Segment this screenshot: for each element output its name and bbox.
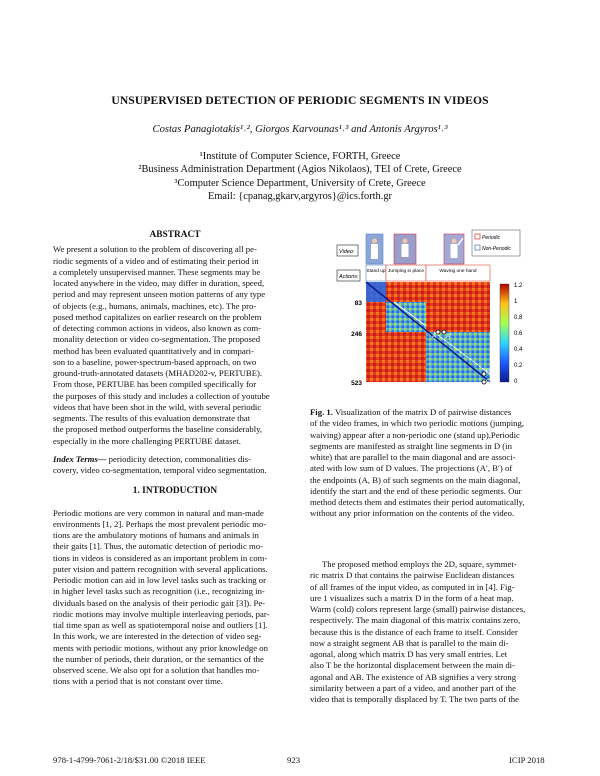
abstract-line: especially in the more challenging PERTUBE dataset. bbox=[53, 435, 241, 446]
intro-line: ments with periodic motions, without any prior knowledge on bbox=[53, 642, 268, 653]
caption-line: white) that are parallel to the main diagonal and are associ- bbox=[310, 452, 516, 462]
intro-body bbox=[53, 508, 297, 688]
intro-line: observed scene. We also opt for a solution that handles mo- bbox=[53, 665, 260, 675]
abstract-heading: ABSTRACT bbox=[149, 230, 201, 240]
action-waving: Waving one hand bbox=[439, 269, 477, 274]
intro-heading: 1. INTRODUCTION bbox=[132, 486, 218, 497]
email-line: Email: {cpanag,gkarv,argyros}@ics.forth.gr bbox=[207, 191, 392, 203]
abstract-line: We present a solution to the problem of discovering all pe- bbox=[53, 244, 257, 255]
body-line: of all frames of the input video, as computed in in [4]. Fig- bbox=[310, 581, 515, 592]
intro-line: Periodic motions are very common in natural and man-made bbox=[53, 507, 264, 518]
intro-line: the number of periods, their duration, or the semantics of the bbox=[53, 653, 264, 664]
index-terms-label: Index Terms— bbox=[53, 453, 107, 464]
colorbar-tick: 0.4 bbox=[514, 347, 523, 353]
intro-line: environments [1, 2]. Perhaps the most prevalent periodic mo- bbox=[53, 518, 267, 529]
body-line: agonal, along which matrix D has very small entries. Let bbox=[310, 649, 508, 659]
figure-1 bbox=[334, 228, 548, 390]
affiliations bbox=[0, 150, 600, 204]
body-line: agonal and AB. The existence of AB signifies a very strong bbox=[310, 671, 517, 682]
intro-line: riodic motions may involve multiple interleaving periods, par- bbox=[53, 608, 270, 619]
point-label-B: B bbox=[486, 369, 491, 375]
abstract-line: located anywhere in the video, may differ in duration, speed, bbox=[53, 278, 265, 288]
caption-line: ated with low sum of D values. The projections (A′, B′) of bbox=[310, 463, 513, 474]
body-line: video that is temporally displaced by T. The two parts of the bbox=[310, 694, 519, 704]
point-label-A-prime: A′ bbox=[446, 334, 452, 340]
abstract-line: the proposed method outperforms the baseline considerably, bbox=[53, 424, 263, 435]
index-terms-line: covery, video co-segmentation, temporal video segmentation. bbox=[53, 465, 267, 475]
caption-line: Visualization of the matrix D of pairwise distances bbox=[334, 407, 512, 417]
person-icon bbox=[403, 239, 408, 244]
abstract-line: method has been evaluated quantitatively and in compari- bbox=[53, 345, 254, 356]
body-line: also T be the horizontal displacement between the main di- bbox=[310, 660, 515, 671]
video-label: Video: bbox=[339, 249, 355, 255]
body-line: similarity between a part of a video, and another part of the bbox=[310, 682, 517, 693]
colorbar-tick: 1.2 bbox=[514, 283, 523, 289]
colorbar bbox=[500, 284, 509, 382]
abstract-body bbox=[53, 244, 297, 447]
axis-tick: 83 bbox=[354, 300, 362, 307]
intro-line: in higher level tasks such as recognition (i.e., recognizing in- bbox=[53, 586, 265, 597]
paper-title: UNSUPERVISED DETECTION OF PERIODIC SEGMENTS IN VIDEOS bbox=[111, 94, 489, 107]
legend-periodic-swatch bbox=[475, 234, 480, 239]
legend-nonperiodic-label: Non-Periodic bbox=[482, 246, 511, 252]
legend-periodic-label: Periodic bbox=[482, 235, 501, 241]
body-line: respectively. The main diagonal of this matrix contains zero, bbox=[310, 615, 521, 626]
body-line: The proposed method employs the 2D, square, symmet- bbox=[322, 559, 517, 569]
intro-line: dividuals based on the analysis of their periodic gait [3]). Pe- bbox=[53, 597, 266, 608]
affiliation-1: ¹Institute of Computer Science, FORTH, Greece bbox=[199, 151, 401, 162]
heatmap-block-jumping bbox=[386, 302, 426, 332]
caption-line: without any prior information on the contents of the video. bbox=[310, 508, 515, 519]
person-icon bbox=[452, 239, 457, 244]
abstract-line: posed method capitalizes on earlier research on the problem bbox=[53, 311, 262, 322]
body-line: because this is the distance of each frame to itself. Consider bbox=[310, 626, 518, 637]
right-column-body bbox=[310, 559, 550, 705]
caption-line: the endpoints (A, B) of such segments on the main diagonal, bbox=[310, 474, 521, 485]
footer-copyright: 978-1-4799-7061-2/18/$31.00 ©2018 IEEE bbox=[53, 755, 206, 765]
affiliation-3: ³Computer Science Department, University of Crete, Greece bbox=[174, 177, 426, 189]
intro-line: tions are the ambulatory motions of humans and animals in bbox=[53, 530, 259, 540]
footer-venue: ICIP 2018 bbox=[509, 755, 545, 765]
person-icon bbox=[372, 239, 377, 244]
endpoint-marker bbox=[436, 330, 440, 334]
abstract-line: son to a baseline, power-spectrum-based approach, on two bbox=[53, 356, 257, 367]
abstract-line: videos that have been shot in the wild, with several periodic bbox=[53, 401, 262, 412]
left-column bbox=[53, 230, 297, 688]
colorbar-tick: 1 bbox=[514, 299, 518, 305]
intro-line: their gaits [1]. Thus, the automatic detection of periodic mo- bbox=[53, 541, 263, 552]
abstract-line: the purposes of this study and includes a collection of youtube bbox=[53, 390, 270, 401]
footer-page-number: 923 bbox=[287, 755, 301, 765]
body-line: ure 1 visualizes such a matrix D in the form of a heat map. bbox=[310, 592, 514, 603]
body-line: ric matrix D that contains the pairwise Euclidean distances bbox=[310, 570, 515, 581]
author-list: Costas Panagiotakis¹˒², Giorgos Karvounas¹˒³ and Antonis Argyros¹˒³ bbox=[152, 124, 448, 135]
person-icon bbox=[371, 244, 378, 259]
intro-line: tial time span as well as spatiotemporal noise and outliers [1]. bbox=[53, 620, 268, 630]
abstract-line: of objects (e.g., humans, animals, machines, etc). The pro- bbox=[53, 300, 257, 311]
index-terms bbox=[53, 454, 297, 477]
colorbar-tick: 0.6 bbox=[514, 331, 523, 337]
action-jumping: Jumping in place bbox=[388, 269, 424, 274]
person-icon bbox=[402, 244, 409, 257]
caption-label: Fig. 1. bbox=[310, 407, 333, 417]
figure-caption bbox=[310, 407, 550, 520]
abstract-line: ground-truth-annotated datasets (MHAD202-v, PERTUBE). bbox=[53, 368, 263, 378]
person-icon bbox=[451, 244, 458, 258]
legend-nonperiodic-swatch bbox=[475, 245, 480, 250]
abstract-line: period and may represent unseen motion patterns of any type bbox=[53, 289, 266, 300]
intro-line: tions with a period that is not constant over time. bbox=[53, 676, 223, 687]
caption-line: segments are manifested as straight line segments in D (in bbox=[310, 440, 512, 451]
colorbar-tick: 0.8 bbox=[514, 315, 523, 321]
abstract-line: of detecting common actions in videos, also known as com- bbox=[53, 323, 261, 333]
intro-line: tions in videos is considered as an important problem in com- bbox=[53, 552, 268, 563]
abstract-line: From those, PERTUBE has been compiled specifically for bbox=[53, 379, 257, 390]
axis-tick: 246 bbox=[351, 331, 362, 338]
point-label-A: A bbox=[432, 334, 437, 340]
body-line: now a straight segment AB that is parallel to the main di- bbox=[310, 637, 509, 648]
body-line: Warm (cold) colors represent large (small) pairwise distances, bbox=[310, 604, 526, 614]
caption-line: waiving) appear after a non-periodic one (stand up).Periodic bbox=[310, 429, 520, 440]
colorbar-tick: 0.2 bbox=[514, 363, 523, 369]
intro-line: Periodic motion can aid in low level tasks such as tracking or bbox=[53, 575, 267, 585]
abstract-line: segments. The results of this evaluation demonstrate that bbox=[53, 413, 251, 423]
caption-line: of the video frames, in which two periodic motions (jumping, bbox=[310, 418, 525, 429]
caption-line: method detects them and estimates their period automatically, bbox=[310, 497, 525, 507]
abstract-line: monality detection or video co-segmentation. The proposed bbox=[53, 334, 261, 345]
colorbar-tick: 0 bbox=[514, 379, 518, 385]
abstract-line: a completely unsupervised manner. These segments may be bbox=[53, 266, 261, 277]
index-terms-line: periodicity detection, commonalities dis- bbox=[108, 453, 252, 464]
point-label-B-prime: B′ bbox=[486, 380, 492, 386]
abstract-line: riodic segments of a video and of estimating their period in bbox=[53, 255, 259, 266]
intro-line: In this work, we are interested in the detection of video seg- bbox=[53, 631, 262, 642]
affiliation-2: ²Business Administration Department (Agios Nikolaos), TEI of Crete, Greece bbox=[138, 164, 462, 176]
intro-line: puter vision and pattern recognition with several applications. bbox=[53, 563, 268, 574]
caption-line: identify the start and the end of these periodic segments. Our bbox=[310, 485, 522, 496]
axis-tick: 523 bbox=[351, 380, 362, 387]
actions-label: Actions: bbox=[339, 274, 359, 280]
action-stand-up: Stand up bbox=[366, 269, 386, 274]
